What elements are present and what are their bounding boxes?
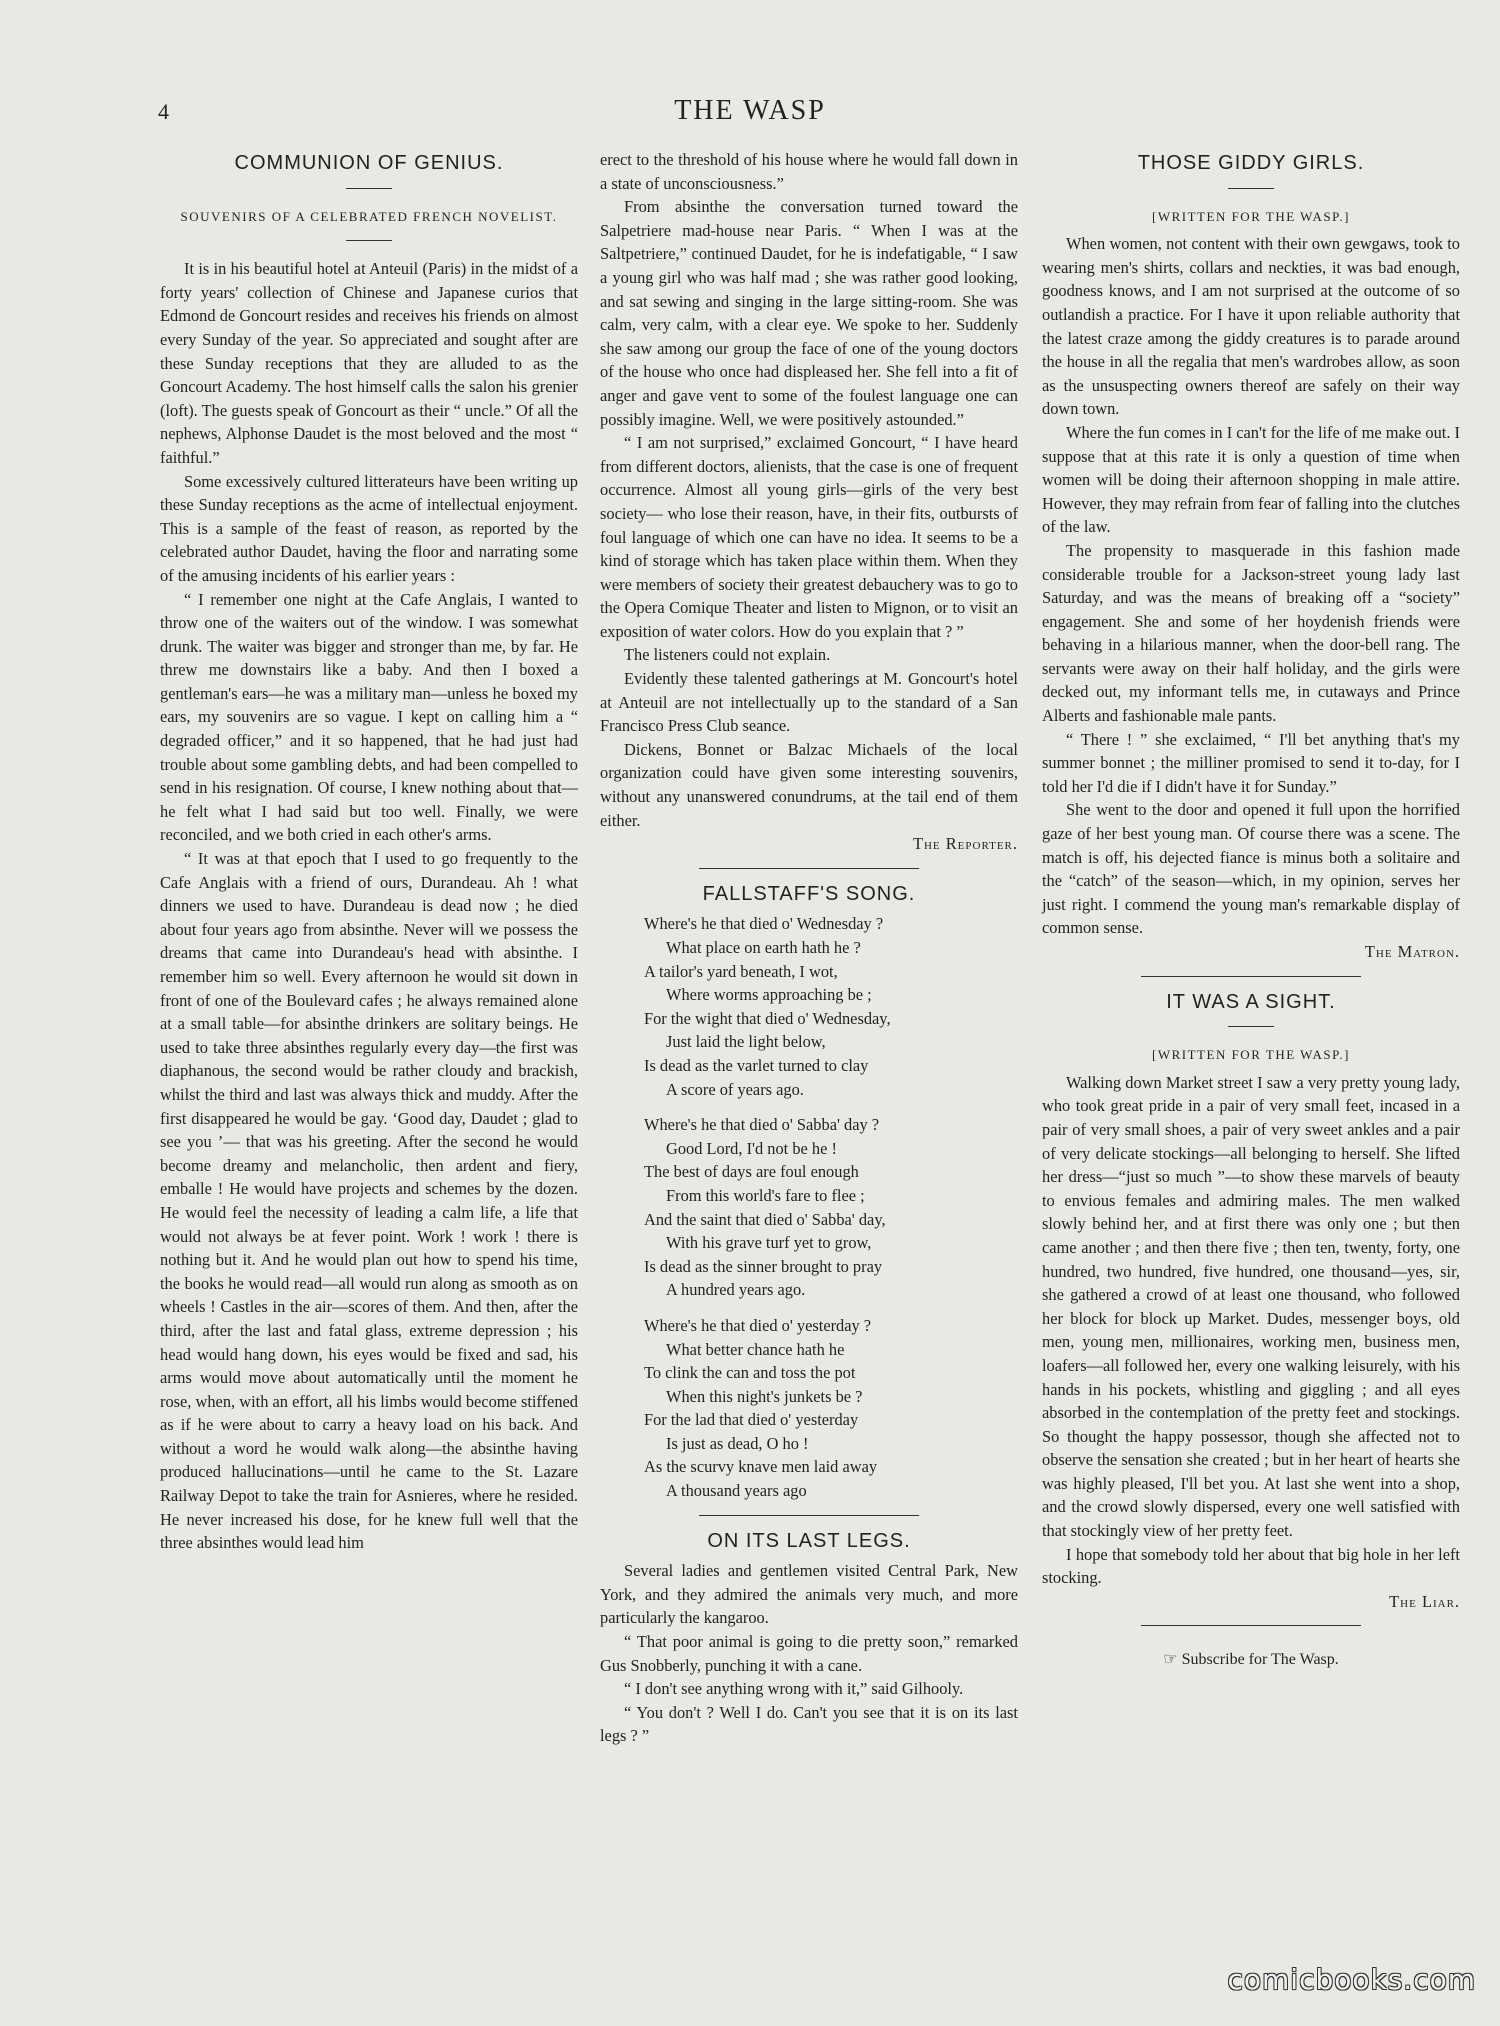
poem-line: As the scurvy knave men laid away [644,1457,878,1477]
paragraph: Walking down Market street I saw a very pretty young lady, who took great pride in a pair of very small feet, incased in a pair of very small shoes, a pair of very sweet ankles and a pair of very delicate stockings—all belonging to herself. She lifted her dress—“just so much ”—to show these marvels of beauty to envious females and admiring males. The men walked slowly behind her, and at first there was only one ; but then came another ; and then there five ; then ten, twenty, forty, one hundred, two hundred, five hundred, one thousand—yes, sir, she gathered a crowd of at least one thousand, who followed her block for block up Market. Dudes, messenger boys, old men, young men, millionaires, working men, business men, loafers—all followed her, every one walking leisurely, with his hands in his pockets, whistling and giggling ; and all eyes absorbed in the contemplation of the pretty feet and stockings. So thought the happy possessor, though she affected not to observe the sensation she created ; but in her heart of hearts she was highly pleased, I'll bet you. At last she went into a shop, and the crowd slowly dispersed, every one well satisfied with that stockingly view of her pretty feet. [1042,1072,1460,1541]
section-rule [699,868,919,869]
paragraph: The listeners could not explain. [624,645,831,665]
paragraph: She went to the door and opened it full upon the horrified gaze of her best young man. Of course there was a scene. The match is off, his dejected fiance is minus both a solitaire and the “catch” of the season—which, in my opinion, serves her just right. I commend the young man's remarkable display of common sense. [1042,800,1460,938]
poem-line: Where's he that died o' yesterday ? [644,1315,872,1335]
poem-title: FALLSTAFF'S SONG. [702,882,916,905]
poem-line: Is dead as the varlet turned to clay [644,1055,869,1075]
signature-matron: The Matron. [1364,942,1460,961]
paragraph: “ That poor animal is going to die pretty soon,” remarked Gus Snobberly, punching it with a cane. [600,1632,1018,1675]
poem-line: A thousand years ago [666,1481,807,1501]
paragraph: “ I am not surprised,” exclaimed Goncourt, “ I have heard from different doctors, alienists, that the case is one of frequent occurrence. Almost all young girls—girls of the very best society— who lose their reason, have, in their fits, outbursts of foul language of which one can have no idea. It seems to be a kind of storage which has taken place within them. When they were members of society their greatest debauchery was to go to the Opera Comique Theater and listen to Mignon, or to visit an exposition of water colors. How do you explain that ? ” [600,433,1018,641]
section-rule [1141,976,1361,977]
poem-line: Is dead as the sinner brought to pray [644,1256,883,1276]
poem-line: When this night's junkets be ? [666,1386,863,1406]
poem-stanza [644,1314,1018,1503]
paragraph: “ You don't ? Well I do. Can't you see that it is on its last legs ? ” [600,1702,1018,1746]
paragraph: It is in his beautiful hotel at Anteuil (Paris) in the midst of a forty years' collection of Chinese and Japanese curios that Edmond de Goncourt resides and receives his friends on almost every Sunday of the year. So appreciated and sought after are these Sunday receptions that they are alluded to as the Goncourt Academy. The host himself calls the salon his grenier (loft). The guests speak of Goncourt as their “ uncle.” Of all the nephews, Alphonse Daudet is the most beloved and the most “ faithful.” [160,259,578,467]
article-deck: [WRITTEN FOR THE WASP.] [1152,208,1350,224]
paragraph: Evidently these talented gatherings at M. Goncourt's hotel at Anteuil are not intellectually up to the standard of a San Francisco Press Club seance. [600,669,1018,736]
short-rule [346,240,392,241]
paragraph: Where the fun comes in I can't for the life of me make out. I suppose that at this rate it is only a question of time when women will be doing their afternoon shopping in male attire. However, they may refrain from fear of falling into the clutches of the law. [1042,422,1460,537]
paragraph: Dickens, Bonnet or Balzac Michaels of the local organization could have given some interesting souvenirs, without any unanswered conundrums, at the tail end of them either. [600,739,1018,830]
paragraph: I hope that somebody told her about that big hole in her left stocking. [1042,1544,1460,1588]
poem-line: What place on earth hath he ? [666,938,861,957]
short-rule [1228,188,1274,189]
paragraph: Several ladies and gentlemen visited Central Park, New York, and they admired the animals very much, and more particularly the kangaroo. [600,1561,1018,1628]
short-rule [346,188,392,189]
article-title-sight: IT WAS A SIGHT. [1166,990,1336,1013]
article-deck: SOUVENIRS OF A CELEBRATED FRENCH NOVELIST. [180,208,558,224]
article-title-giddy-girls: THOSE GIDDY GIRLS. [1137,152,1365,174]
paragraph: “ It was at that epoch that I used to go frequently to the Cafe Anglais with a friend of ours, Durandeau. Ah ! what dinners we used to have. Durandeau is dead now ; he died about four years ago from absinthe. Never will we possess the dreams that came into Durandeau's head with absinthe. I remember him so well. Every afternoon he would sit down in front of one of the Boulevard cafes ; he always remained alone at a small table—for absinthe drinkers are solitary beings. He used to take three absinthes regularly every day—the first was diaphanous, the second would be rather cloudy and brackish, whilst the third and last was always thick and muddy. After the first disappeared he would be gay. ‘Good day, Daudet ; glad to see you ’— that was his greeting. After the second he would become dreamy and melancholic, then ardent and fiery, emballe ! He would have projects and schemes by the dozen. He would feel the necessity of leading a calm life, a life that would not always be at fever point. Work ! work ! there is nothing but it. And he would plan out how to spend his time, the books he would read—all would run along as smooth as on wheels ! Castles in the air—scores of them. And then, after the third, after the last and fatal glass, extreme depression ; his head would hang down, his eyes would be fixed and sad, his arms would move about automatically until the moment he rose, when, with an effort, all his limbs would become stiffened as if he were about to carry a heavy load on his back. And without a word he would walk along—the absinthe having produced hallucinations—until he came to the St. Lazare Railway Depot to take the train for Asnieres, where he resided. He never increased his dose, for he knew full well that the three absinthes would lead him [160,849,578,1553]
paragraph: erect to the threshold of his house where he would fall down in a state of unconsciousness.” [600,150,1018,193]
paragraph: “ I don't see anything wrong with it,” said Gilhooly. [624,1679,964,1699]
paragraph: Some excessively cultured litterateurs have been writing up these Sunday receptions as the acme of intellectual enjoyment. This is a sample of the feast of reason, as reported by the celebrated author Daudet, having the floor and narrating some of the amusing incidents of his earlier years : [160,471,578,585]
paragraph: “ I remember one night at the Cafe Anglais, I wanted to throw one of the waiters out of the window. I was somewhat drunk. The waiter was bigger and stronger than me, by far. He threw me downstairs like a baby. And then I boxed a gentleman's ears—he was a military man—unless he boxed my ears, my souvenirs are so vague. I kept on calling him a “ degraded officer,” and it so happened, that he had just had trouble about some gambling debts, and had been compelled to send in his resignation. Of course, I knew nothing about that—he felt what I had said but too well. Finally, we were reconciled, and we both cried in each other's arms. [160,589,578,845]
poem-line: And the saint that died o' Sabba' day, [644,1209,886,1229]
article-title-communion: COMMUNION OF GENIUS. [234,152,504,174]
poem-line: A hundred years ago. [666,1280,806,1300]
column-3 [1042,148,1460,1672]
poem-line: A score of years ago. [666,1079,804,1099]
article-deck: [WRITTEN FOR THE WASP.] [1152,1047,1350,1063]
section-rule [1141,1625,1361,1626]
poem-line: The best of days are foul enough [644,1162,859,1182]
poem-line: Where's he that died o' Sabba' day ? [644,1115,880,1135]
poem-line: A tailor's yard beneath, I wot, [644,961,838,981]
section-rule [699,1515,919,1516]
poem-line: Just laid the light below, [666,1032,826,1052]
poem [600,912,1018,1502]
poem-stanza [644,1113,1018,1302]
masthead: THE WASP [674,95,826,126]
signature-liar: The Liar. [1389,1591,1460,1611]
signature-reporter: The Reporter. [912,834,1018,854]
column-2 [600,148,1018,1748]
poem-line: Where's he that died o' Wednesday ? [644,914,884,934]
poem-line: From this world's fare to flee ; [666,1185,865,1205]
paragraph: When women, not content with their own gewgaws, took to wearing men's shirts, collars and neckties, it was bad enough, goodness knows, and I am not surprised at the outcome of so outlandish a practice. For I have it upon reliable authority that the latest craze among the giddy creatures is to parade around the house in all the regalia that men's wardrobes allow, as soon as the unsuspecting owners thereof are safely on their way down town. [1042,234,1460,419]
column-1 [160,148,578,1555]
poem-line: For the lad that died o' yesterday [644,1410,859,1430]
short-rule [1228,1026,1274,1027]
poem-line: For the wight that died o' Wednesday, [644,1008,891,1028]
poem-line: What better chance hath he [666,1339,845,1359]
paragraph: “ There ! ” she exclaimed, “ I'll bet anything that's my summer bonnet ; the milliner promised to send it to-day, for I told her I'd die if I didn't have it for Sunday.” [1042,729,1460,796]
poem-line: With his grave turf yet to grow, [666,1233,872,1253]
poem-line: Where worms approaching be ; [666,985,872,1005]
subscribe-notice: ☞ Subscribe for The Wasp. [1163,1651,1339,1669]
poem-line: Good Lord, I'd not be he ! [666,1138,837,1158]
watermark-logo: comicbooks.com [1227,1963,1476,1996]
article-title-last-legs: ON ITS LAST LEGS. [707,1529,911,1552]
poem-stanza [644,912,1018,1101]
page-number: 4 [158,99,169,124]
poem-line: To clink the can and toss the pot [644,1363,856,1383]
paragraph: The propensity to masquerade in this fashion made considerable trouble for a Jackson-street young lady last Saturday, and was the means of breaking off a “society” engagement. She and some of her hoydenish friends were behaving in a hilarious manner, when the door-bell rang. The servants were away on their half holiday, and the girls were decked out, my informant tells me, in cutaways and Prince Alberts and fashionable male pants. [1042,540,1460,726]
poem-line: Is just as dead, O ho ! [666,1433,809,1453]
paragraph: From absinthe the conversation turned toward the Salpetriere mad-house near Paris. “ When I was at the Saltpetriere,” continued Daudet, for he is indefatigable, “ I saw a young girl who was half mad ; she was rather good looking, and sat sewing and singing in the large sitting-room. She was calm, very calm, with a clear eye. We spoke to her. Suddenly she saw among our group the face of one of the young doctors of the house who once had displeased her. She fell into a fit of anger and gave vent to some of the foulest language one can possibly imagine. Well, we were positively astounded.” [600,197,1018,429]
